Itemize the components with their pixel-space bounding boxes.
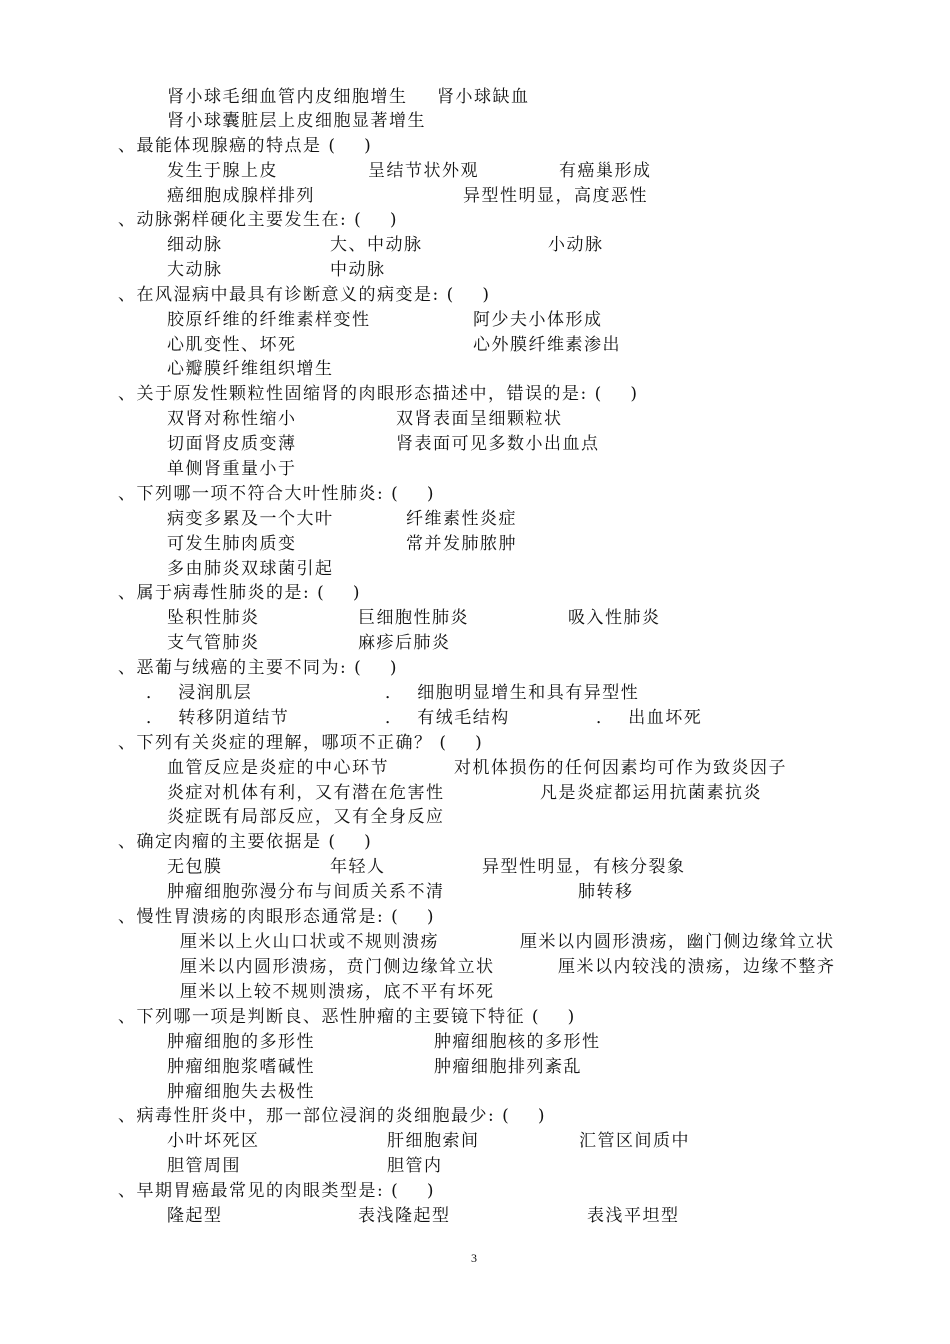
- option: 支气管肺炎: [167, 633, 260, 653]
- option: 多由肺炎双球菌引起: [167, 559, 334, 579]
- option: 双肾表面呈细颗粒状: [396, 409, 563, 429]
- question-11: 、下列哪一项是判断良、恶性肿瘤的主要镜下特征 ( ): [118, 1007, 576, 1027]
- option: 切面肾皮质变薄: [167, 434, 297, 454]
- option: 可发生肺肉质变: [167, 534, 297, 554]
- option: 炎症既有局部反应，又有全身反应: [167, 807, 445, 827]
- option: 表浅平坦型: [587, 1206, 680, 1226]
- option: 肿瘤细胞弥漫分布与间质关系不清: [167, 882, 445, 902]
- option: 心外膜纤维素渗出: [473, 335, 621, 355]
- question-12: 、病毒性肝炎中，那一部位浸润的炎细胞最少: ( ): [118, 1106, 547, 1126]
- option: 肾表面可见多数小出血点: [396, 434, 600, 454]
- option: 炎症对机体有利，又有潜在危害性: [167, 783, 445, 803]
- question-1: 、最能体现腺癌的特点是 ( ): [118, 136, 373, 156]
- option: 异型性明显，高度恶性: [463, 186, 648, 206]
- option: 小叶坏死区: [167, 1131, 260, 1151]
- option: 凡是炎症都运用抗菌素抗炎: [540, 783, 762, 803]
- text-line: 肾小球囊脏层上皮细胞显著增生: [167, 111, 426, 131]
- option: 心肌变性、坏死: [167, 335, 297, 355]
- option: 厘米以上较不规则溃疡，底不平有坏死: [180, 982, 495, 1002]
- option: 阿少夫小体形成: [473, 310, 603, 330]
- option: 肿瘤细胞浆嗜碱性: [167, 1057, 315, 1077]
- option: 呈结节状外观: [368, 161, 479, 181]
- text-line: 肾小球缺血: [437, 87, 530, 107]
- option: 肿瘤细胞排列紊乱: [434, 1057, 582, 1077]
- question-8: 、下列有关炎症的理解，哪项不正确？ ( ): [118, 733, 484, 753]
- option: 单侧肾重量小于: [167, 459, 297, 479]
- option: 纤维素性炎症: [406, 509, 517, 529]
- option: 厘米以内圆形溃疡，幽门侧边缘耸立状: [520, 932, 835, 952]
- question-6: 、属于病毒性肺炎的是: ( ): [118, 583, 362, 603]
- question-5: 、下列哪一项不符合大叶性肺炎: ( ): [118, 484, 436, 504]
- option: 厘米以内圆形溃疡，贲门侧边缘耸立状: [180, 957, 495, 977]
- option: 肺转移: [578, 882, 634, 902]
- option: 坠积性肺炎: [167, 608, 260, 628]
- option: 年轻人: [330, 857, 386, 877]
- option: 肝细胞索间: [387, 1131, 480, 1151]
- option: 对机体损伤的任何因素均可作为致炎因子: [454, 758, 787, 778]
- option: 胆管周围: [167, 1156, 241, 1176]
- option: 胶原纤维的纤维素样变性: [167, 310, 371, 330]
- option: 肿瘤细胞失去极性: [167, 1082, 315, 1102]
- option: ． 有绒毛结构: [385, 708, 510, 728]
- option: 厘米以内较浅的溃疡，边缘不整齐: [558, 957, 836, 977]
- option: 常并发肺脓肿: [406, 534, 517, 554]
- option: ． 浸润肌层: [146, 683, 253, 703]
- option: 麻疹后肺炎: [358, 633, 451, 653]
- option: 癌细胞成腺样排列: [167, 186, 315, 206]
- option: 汇管区间质中: [579, 1131, 690, 1151]
- option: 大、中动脉: [330, 235, 423, 255]
- option: 表浅隆起型: [358, 1206, 451, 1226]
- option: 隆起型: [167, 1206, 223, 1226]
- option: ． 细胞明显增生和具有异型性: [385, 683, 640, 703]
- question-10: 、慢性胃溃疡的肉眼形态通常是: ( ): [118, 907, 436, 927]
- option: ． 出血坏死: [596, 708, 703, 728]
- option: 细动脉: [167, 235, 223, 255]
- option: 肿瘤细胞的多形性: [167, 1032, 315, 1052]
- question-9: 、确定肉瘤的主要依据是 ( ): [118, 832, 373, 852]
- question-13: 、早期胃癌最常见的肉眼类型是: ( ): [118, 1181, 436, 1201]
- option: 有癌巢形成: [559, 161, 652, 181]
- option: 吸入性肺炎: [568, 608, 661, 628]
- option: 胆管内: [387, 1156, 443, 1176]
- option: 发生于腺上皮: [167, 161, 278, 181]
- option: 中动脉: [330, 260, 386, 280]
- option: ． 转移阴道结节: [146, 708, 290, 728]
- question-3: 、在风湿病中最具有诊断意义的病变是: ( ): [118, 285, 491, 305]
- option: 心瓣膜纤维组织增生: [167, 359, 334, 379]
- option: 厘米以上火山口状或不规则溃疡: [180, 932, 439, 952]
- option: 肿瘤细胞核的多形性: [434, 1032, 601, 1052]
- question-4: 、关于原发性颗粒性固缩肾的肉眼形态描述中，错误的是: ( ): [118, 384, 639, 404]
- option: 巨细胞性肺炎: [358, 608, 469, 628]
- page-number: 3: [471, 1251, 477, 1265]
- option: 小动脉: [548, 235, 604, 255]
- option: 病变多累及一个大叶: [167, 509, 334, 529]
- option: 双肾对称性缩小: [167, 409, 297, 429]
- option: 异型性明显，有核分裂象: [482, 857, 686, 877]
- option: 大动脉: [167, 260, 223, 280]
- question-2: 、动脉粥样硬化主要发生在: ( ): [118, 210, 399, 230]
- text-line: 肾小球毛细血管内皮细胞增生: [167, 87, 408, 107]
- question-7: 、恶葡与绒癌的主要不同为: ( ): [118, 658, 399, 678]
- option: 血管反应是炎症的中心环节: [167, 758, 389, 778]
- option: 无包膜: [167, 857, 223, 877]
